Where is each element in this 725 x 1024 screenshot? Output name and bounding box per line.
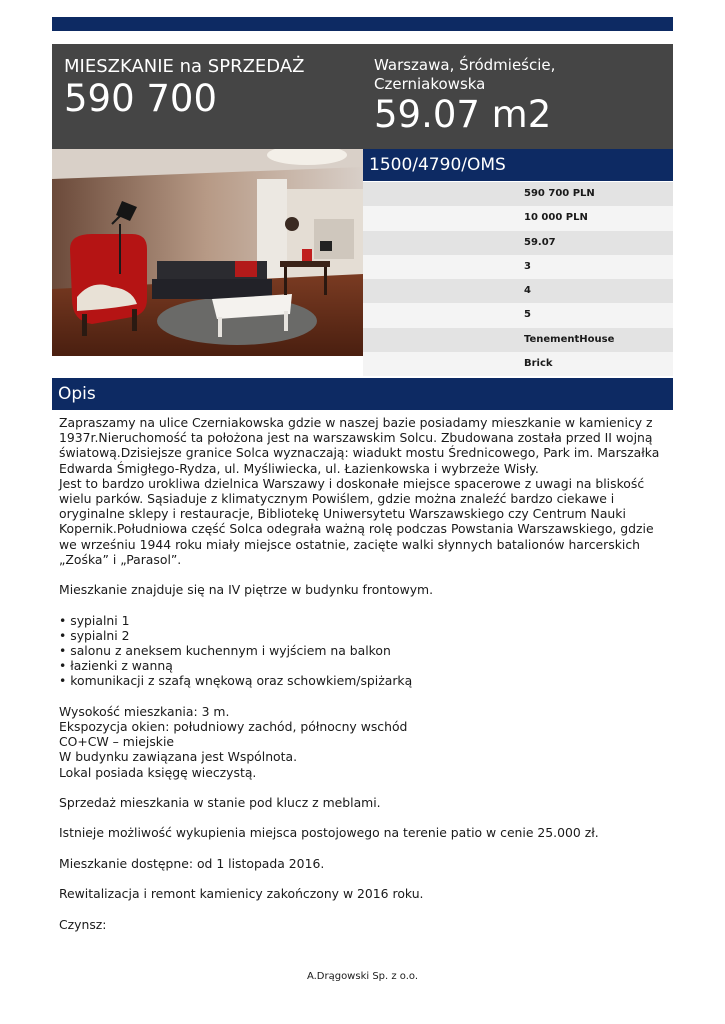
description-heading: Opis	[52, 378, 673, 410]
detail-row-price: 590 700 PLN	[363, 182, 673, 206]
list-item: • łazienki z wanną	[59, 658, 670, 673]
description-parking: Istnieje możliwość wykupienia miejsca postojowego na terenie patio w cenie 25.000 zł.	[59, 825, 599, 841]
detail-row-area: 59.07	[363, 231, 673, 255]
description-available: Mieszkanie dostępne: od 1 listopada 2016.	[59, 855, 325, 871]
detail-row-floor: 4	[363, 279, 673, 303]
description-renovation: Rewitalizacja i remont kamienicy zakończony w 2016 roku.	[59, 886, 424, 902]
list-item: • salonu z aneksem kuchennym i wyjściem na balkon	[59, 643, 670, 658]
list-item: • sypialni 2	[59, 628, 670, 643]
listing-price: 590 700	[64, 77, 218, 120]
description-rent: Czynsz:	[59, 916, 107, 932]
listing-header	[52, 44, 673, 149]
listing-type: MIESZKANIE na SPRZEDAŻ	[64, 56, 305, 77]
spec-line: W budynku zawiązana jest Wspólnota.	[59, 749, 298, 765]
rooms-list	[59, 613, 670, 689]
detail-row-floors-total: 5	[363, 303, 673, 327]
spec-line: Ekspozycja okien: południowy zachód, północny wschód	[59, 719, 408, 735]
spec-line: CO+CW – miejskie	[59, 734, 175, 750]
top-accent-bar	[52, 17, 673, 31]
living-room-illustration	[52, 149, 363, 356]
details-table	[363, 182, 673, 376]
detail-row-building-type: TenementHouse	[363, 328, 673, 352]
spec-line: Wysokość mieszkania: 3 m.	[59, 703, 230, 719]
detail-row-rooms: 3	[363, 255, 673, 279]
detail-row-price-per-m2: 10 000 PLN	[363, 206, 673, 230]
listing-location: Warszawa, Śródmieście, Czerniakowska	[374, 56, 556, 93]
apartment-photo	[52, 149, 363, 356]
detail-row-material: Brick	[363, 352, 673, 376]
description-body	[59, 415, 670, 947]
list-item: • komunikacji z szafą wnękową oraz schowkiem/spiżarką	[59, 673, 670, 688]
description-paragraph	[59, 415, 670, 567]
description-intro: Zapraszamy na ulice Czerniakowska gdzie w naszej bazie posiadamy mieszkanie w kamienicy z 1937r.Nieruchomość ta położona jest na warszawskim Solcu. Zbudowana została przed II wojną światową.Dzisiejsze granice Solca wyznaczają: wiadukt mostu Średnicowego, Park im. Marszałka Edwarda Śmigłego-Rydza, ul. Myśliwiecka, ul. Łazienkowska i wybrzeże Wisły.	[59, 415, 660, 476]
description-sale: Sprzedaż mieszkania w stanie pod klucz z meblami.	[59, 795, 381, 811]
list-item: • sypialni 1	[59, 613, 670, 628]
spec-line: Lokal posiada księgę wieczystą.	[59, 764, 257, 780]
listing-area: 59.07 m2	[374, 93, 552, 136]
specs-block	[59, 704, 670, 780]
description-intro-2: Jest to bardzo urokliwa dzielnica Warszawy i doskonałe miejsce spacerowe z uwagi na bliskość wielu parków. Sąsiaduje z klimatycznym Powiślem, gdzie można znaleźć bardzo ciekawe i oryginalne sklepy i restauracje, Bibliotekę Uniwersytetu Warszawskiego czy Centrum Nauki Kopernik.Południowa część Solca odegrała ważną rolę podczas Powstania Warszawskiego, gdzie we wrześniu 1944 roku miały miejsce ostatnie, zacięte walki słynnych batalionów harcerskich „Zośka” i „Parasol”.	[59, 475, 654, 567]
footer-company: A.Drągowski Sp. z o.o.	[306, 971, 419, 982]
reference-number: 1500/4790/OMS	[363, 149, 673, 181]
description-floor: Mieszkanie znajduje się na IV piętrze w budynku frontowym.	[59, 582, 434, 598]
